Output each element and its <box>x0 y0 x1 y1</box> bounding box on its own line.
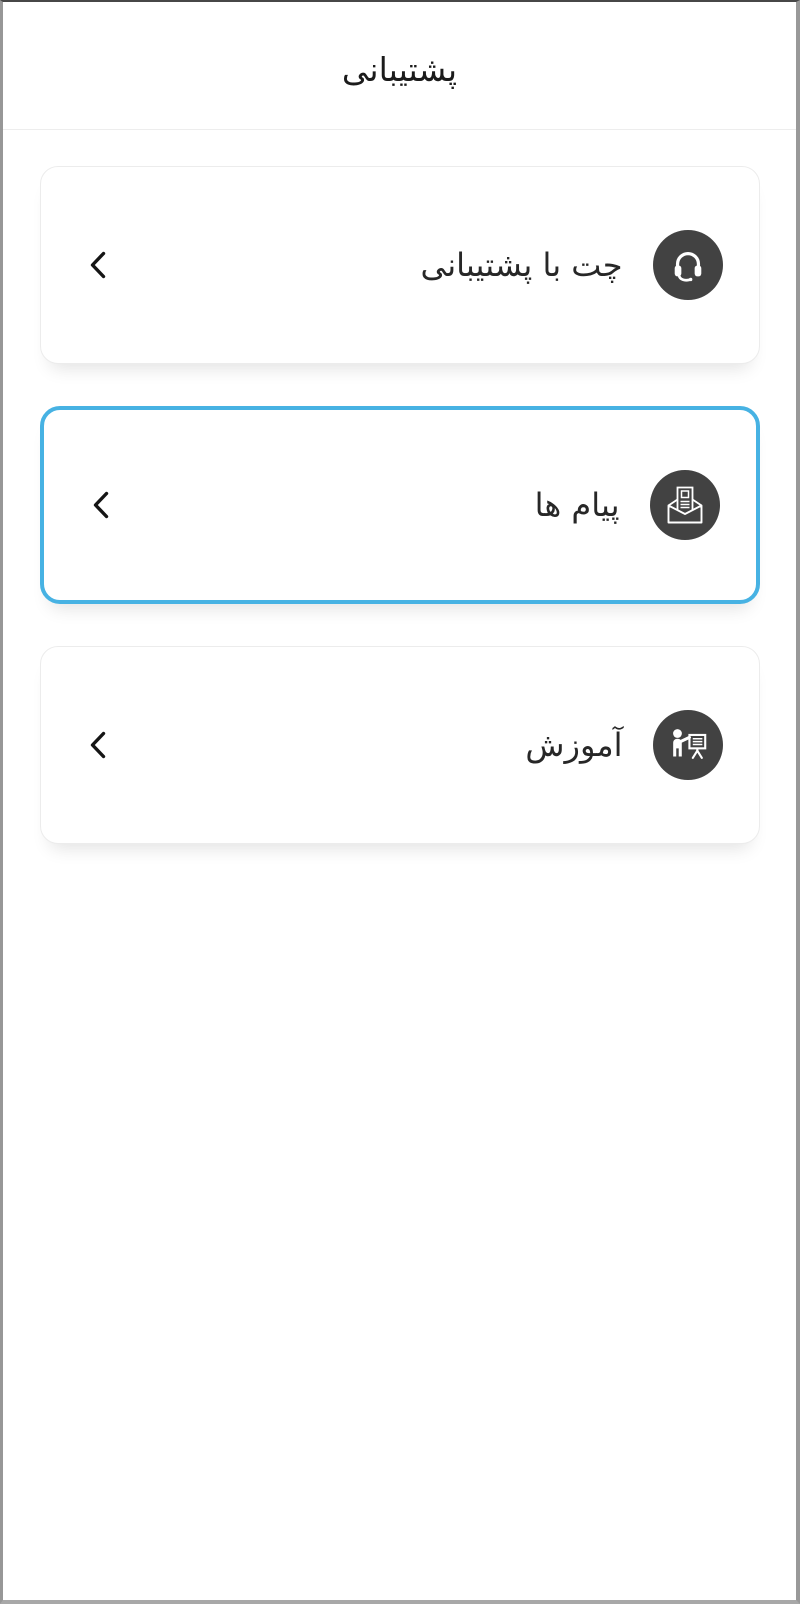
card-chat-support[interactable] <box>40 166 760 364</box>
chevron-left-icon <box>87 730 109 760</box>
card-messages[interactable] <box>40 406 760 604</box>
chevron-left-icon <box>90 490 112 520</box>
card-label-training: آموزش <box>525 726 623 764</box>
support-menu <box>3 130 796 844</box>
page-title: پشتیبانی <box>341 50 458 89</box>
card-label-chat-support: چت با پشتیبانی <box>420 246 623 284</box>
card-training[interactable] <box>40 646 760 844</box>
header <box>3 2 796 130</box>
presentation-icon <box>653 710 723 780</box>
card-label-messages: پیام ها <box>534 486 620 524</box>
open-mail-icon <box>650 470 720 540</box>
chevron-left-icon <box>87 250 109 280</box>
headset-icon <box>653 230 723 300</box>
